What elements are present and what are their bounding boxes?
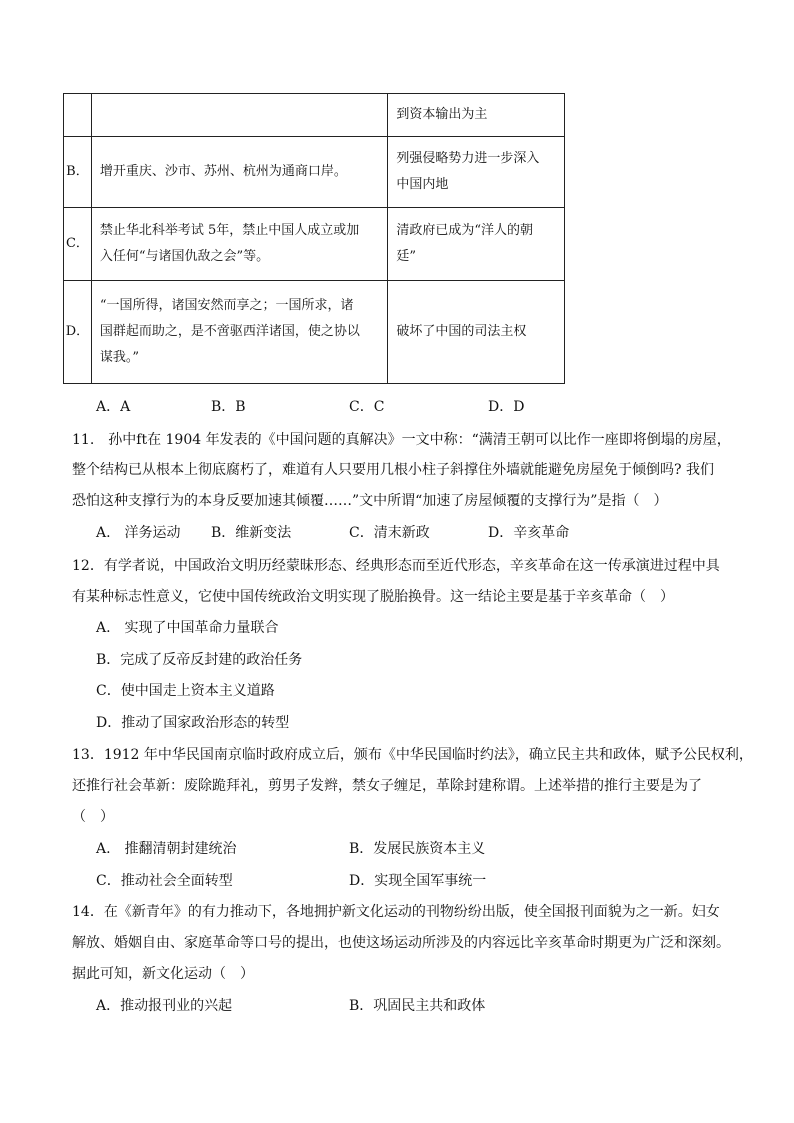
conclusion-cell — [388, 208, 565, 281]
q12-option-b: B．完成了反帝反封建的政治任务 — [96, 652, 303, 668]
q12-stem-line: 12．有学者说，中国政治文明历经蒙昧形态、经典形态而至近代形态，辛亥革命在这一传承演进过程中具 — [72, 558, 720, 574]
conclusion-cell: 破坏了中国的司法主权 — [388, 281, 565, 384]
conclusion-line: 中国内地 — [396, 177, 449, 192]
q10-option-d: D．D — [488, 399, 525, 415]
q11-stem-line: 整个结构已从根本上彻底腐朽了，难道有人只要用几根小柱子斜撑住外墙就能避免房屋免于倾倒吗? 我们 — [72, 462, 714, 478]
q11-stem-line: 恐怕这种支撑行为的本身反要加速其倾覆……”文中所谓“加速了房屋倾覆的支撑行为”是指（ ） — [72, 493, 668, 509]
q14-option-a: A．推动报刊业的兴起 — [96, 998, 233, 1014]
content-cell — [91, 208, 387, 281]
q14-stem-line: 14．在《新青年》的有力推动下，各地拥护新文化运动的刊物纷纷出版，使全国报刊面貌为之一新。妇女 — [72, 904, 720, 920]
q13-stem-line: 13．1912 年中华民国南京临时政府成立后，颁布《中华民国临时约法》，确立民主共和政体，赋予公民权利， — [72, 747, 753, 763]
conclusion-line: 列强侵略势力进一步深入 — [396, 151, 540, 166]
conclusion-cell: 到资本输出为主 — [388, 94, 565, 137]
q11-option-b: B．维新变法 — [211, 525, 292, 541]
q13-option-d: D．实现全国军事统一 — [349, 873, 487, 889]
q11-option-a: A. 洋务运动 — [96, 525, 181, 541]
q11-option-c: C．清末新政 — [349, 525, 430, 541]
table-row — [64, 208, 565, 281]
q13-stem-line: （ ） — [72, 809, 114, 825]
q13-stem-line: 还推行社会革新：废除跪拜礼，剪男子发辫，禁女子缠足，革除封建称谓。上述举措的推行主要是为了 — [72, 778, 702, 794]
q12-option-d: D．推动了国家政治形态的转型 — [96, 715, 290, 731]
q13-option-a: A. 推翻清朝封建统治 — [96, 841, 237, 857]
q10-option-b: B．B — [211, 399, 246, 415]
option-label-cell: B． — [64, 137, 92, 208]
content-cell — [91, 281, 387, 384]
question-10-table — [63, 93, 565, 384]
option-label-cell: C． — [64, 208, 92, 281]
content-cell — [91, 94, 387, 137]
q13-option-c: C．推动社会全面转型 — [96, 873, 233, 889]
table-row — [64, 281, 565, 384]
q14-option-b: B．巩固民主共和政体 — [349, 998, 486, 1014]
q13-option-b: B．发展民族资本主义 — [349, 841, 486, 857]
q14-stem-line: 据此可知，新文化运动（ ） — [72, 966, 254, 982]
content-line: 国群起而助之，是不啻驱西洋诸国，使之协以 — [99, 324, 360, 339]
content-line: 入任何“与诸国仇敌之会”等。 — [99, 249, 270, 264]
q11-option-d: D．辛亥革命 — [488, 525, 570, 541]
content-line: “一国所得，诸国安然而享之；一国所求，诸 — [99, 298, 354, 313]
content-line: 禁止华北科举考试 5年，禁止中国人成立或加 — [99, 223, 360, 238]
q12-option-a: A. 实现了中国革命力量联合 — [96, 620, 279, 636]
conclusion-line: 廷” — [396, 249, 416, 264]
q10-option-c: C．C — [349, 399, 385, 415]
q14-stem-line: 解放、婚姻自由、家庭革命等口号的提出，也使这场运动所涉及的内容远比辛亥革命时期更为广泛和深刻。 — [72, 935, 730, 951]
conclusion-cell — [388, 137, 565, 208]
option-label-cell: D． — [64, 281, 92, 384]
q12-stem-line: 有某种标志性意义，它使中国传统政治文明实现了脱胎换骨。这一结论主要是基于辛亥革命（ ） — [72, 589, 674, 605]
content-line: 谋我。” — [99, 350, 140, 365]
q11-stem-line: 11. 孙中ft在 1904 年发表的《中国问题的真解决》一文中称：“满清王朝可以比作一座即将倒塌的房屋， — [72, 432, 731, 448]
q12-option-c: C．使中国走上资本主义道路 — [96, 683, 275, 699]
table-row — [64, 94, 565, 137]
q10-option-a: A．A — [96, 399, 131, 415]
conclusion-line: 清政府已成为“洋人的朝 — [396, 223, 533, 238]
content-cell: 增开重庆、沙市、苏州、杭州为通商口岸。 — [91, 137, 387, 208]
option-label-cell — [64, 94, 92, 137]
table-row — [64, 137, 565, 208]
